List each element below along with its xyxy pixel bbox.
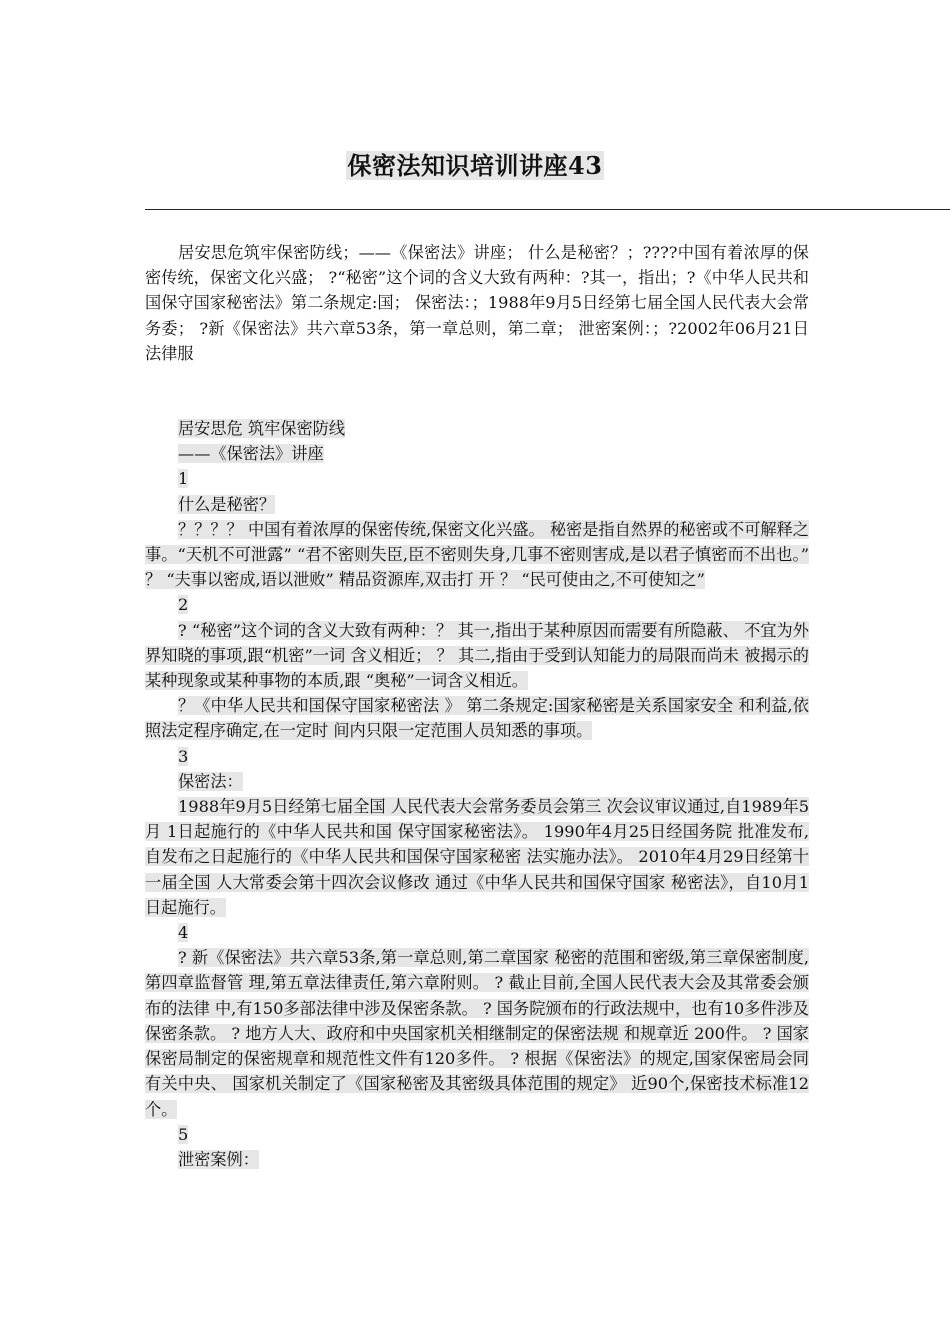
section-number-text: 4 [178,923,189,943]
section-number [145,1122,809,1147]
doc-subheading-text: ——《保密法》讲座 [178,444,324,464]
section-paragraph-text: ? 新《保密法》共六章53条,第一章总则,第二章国家 秘密的范围和密级,第三章保密制度,第四章监督管 理,第五章法律责任,第六章附则。 ? 截止目前,全国人民代表大会及其常委会颁布的法律 中,有150多部法律中涉及保密条款。 ? 国务院颁布的行政法规中，也有10多件涉及保密条款。 ? 地方人大、政府和中央国家机关相继制定的保密法规 和规章近 200件。 ? 国家保密局制定的保密规章和规范性文件有120多件。 ? 根据《保密法》的规定,国家保密局会同有关中央、 国家机关制定了《国家秘密及其密级具体范围的规定》 近90个,保密技术标准12个。 [145,948,809,1119]
summary-paragraph: 居安思危筑牢保密防线；——《保密法》讲座； 什么是秘密？；????中国有着浓厚的保密传统，保密文化兴盛； ?“秘密”这个词的含义大致有两种：?其一，指出；?《中华人民共和国保守国家秘密法》第二条规定:国； 保密法：；1988年9月5日经第七届全国人民代表大会常务委； ?新《保密法》共六章53条，第一章总则，第二章； 泄密案例：；?2002年06月21日法律服 [145,243,809,363]
section-paragraph-text: ？？？？ 中国有着浓厚的保密传统,保密文化兴盛。 秘密是指自然界的秘密或不可解释之事。“天机不可泄露” “君不密则失臣,臣不密则失身,几事不密则害成,是以君子慎密而不出也。” ？ “夫事以密成,语以泄败” 精品资源库,双击打 开 ？ “民可使由之,不可使知之” [145,519,809,590]
title-divider [145,209,950,210]
section-paragraph-text: 1988年9月5日经第七届全国 人民代表大会常务委员会第三 次会议审议通过,自1989年5月 1日起施行的《中华人民共和国 保守国家秘密法》。 1990年4月25日经国务院 批准发布,自发布之日起施行的《中华人民共和国保守国家秘密 法实施办法》。 2010年4月29日经第十一届全国 人大常委会第十四次会议修改 通过《中华人民共和国保守国家 秘密法》，自10月1日起施行。 [145,797,809,917]
section-title-text: 泄密案例： [178,1149,259,1169]
doc-heading [145,416,809,441]
section-paragraph [145,794,809,920]
section-title [145,492,809,517]
doc-heading-text: 居安思危 筑牢保密防线 [178,419,346,439]
section-number-text: 5 [178,1124,189,1144]
section-paragraph-text: ？《中华人民共和国保守国家秘密法 》 第二条规定:国家秘密是关系国家安全 和利益,依照法定程序确定,在一定时 间内只限一定范围人员知悉的事项。 [145,696,809,741]
section-number [145,920,809,945]
paragraph-gap [145,366,809,391]
section-number-text: 2 [178,595,189,615]
section-paragraph [145,618,809,694]
section-title-text: 什么是秘密？ [178,494,276,514]
document-body [145,240,809,1172]
section-number [145,466,809,491]
page-title [0,150,950,182]
section-title [145,769,809,794]
page-title-text: 保密法知识培训讲座43 [347,151,603,180]
section-paragraph-text: ? “秘密”这个词的含义大致有两种：？ 其一,指出于某种原因而需要有所隐蔽、 不宜为外界知晓的事项,跟“机密”一词 含义相近； ？ 其二,指由于受到认知能力的局限而尚未 被揭示的某种现象或某种事物的本质,跟 “奥秘”一词含义相近。 [145,620,809,691]
section-number [145,744,809,769]
section-paragraph [145,517,809,593]
section-paragraph [145,945,809,1121]
section-number-text: 3 [178,746,189,766]
section-title [145,1147,809,1172]
doc-subheading [145,441,809,466]
section-number [145,592,809,617]
section-title-text: 保密法： [178,771,243,791]
paragraph-gap [145,391,809,416]
section-number-text: 1 [178,469,189,489]
section-paragraph [145,693,809,743]
